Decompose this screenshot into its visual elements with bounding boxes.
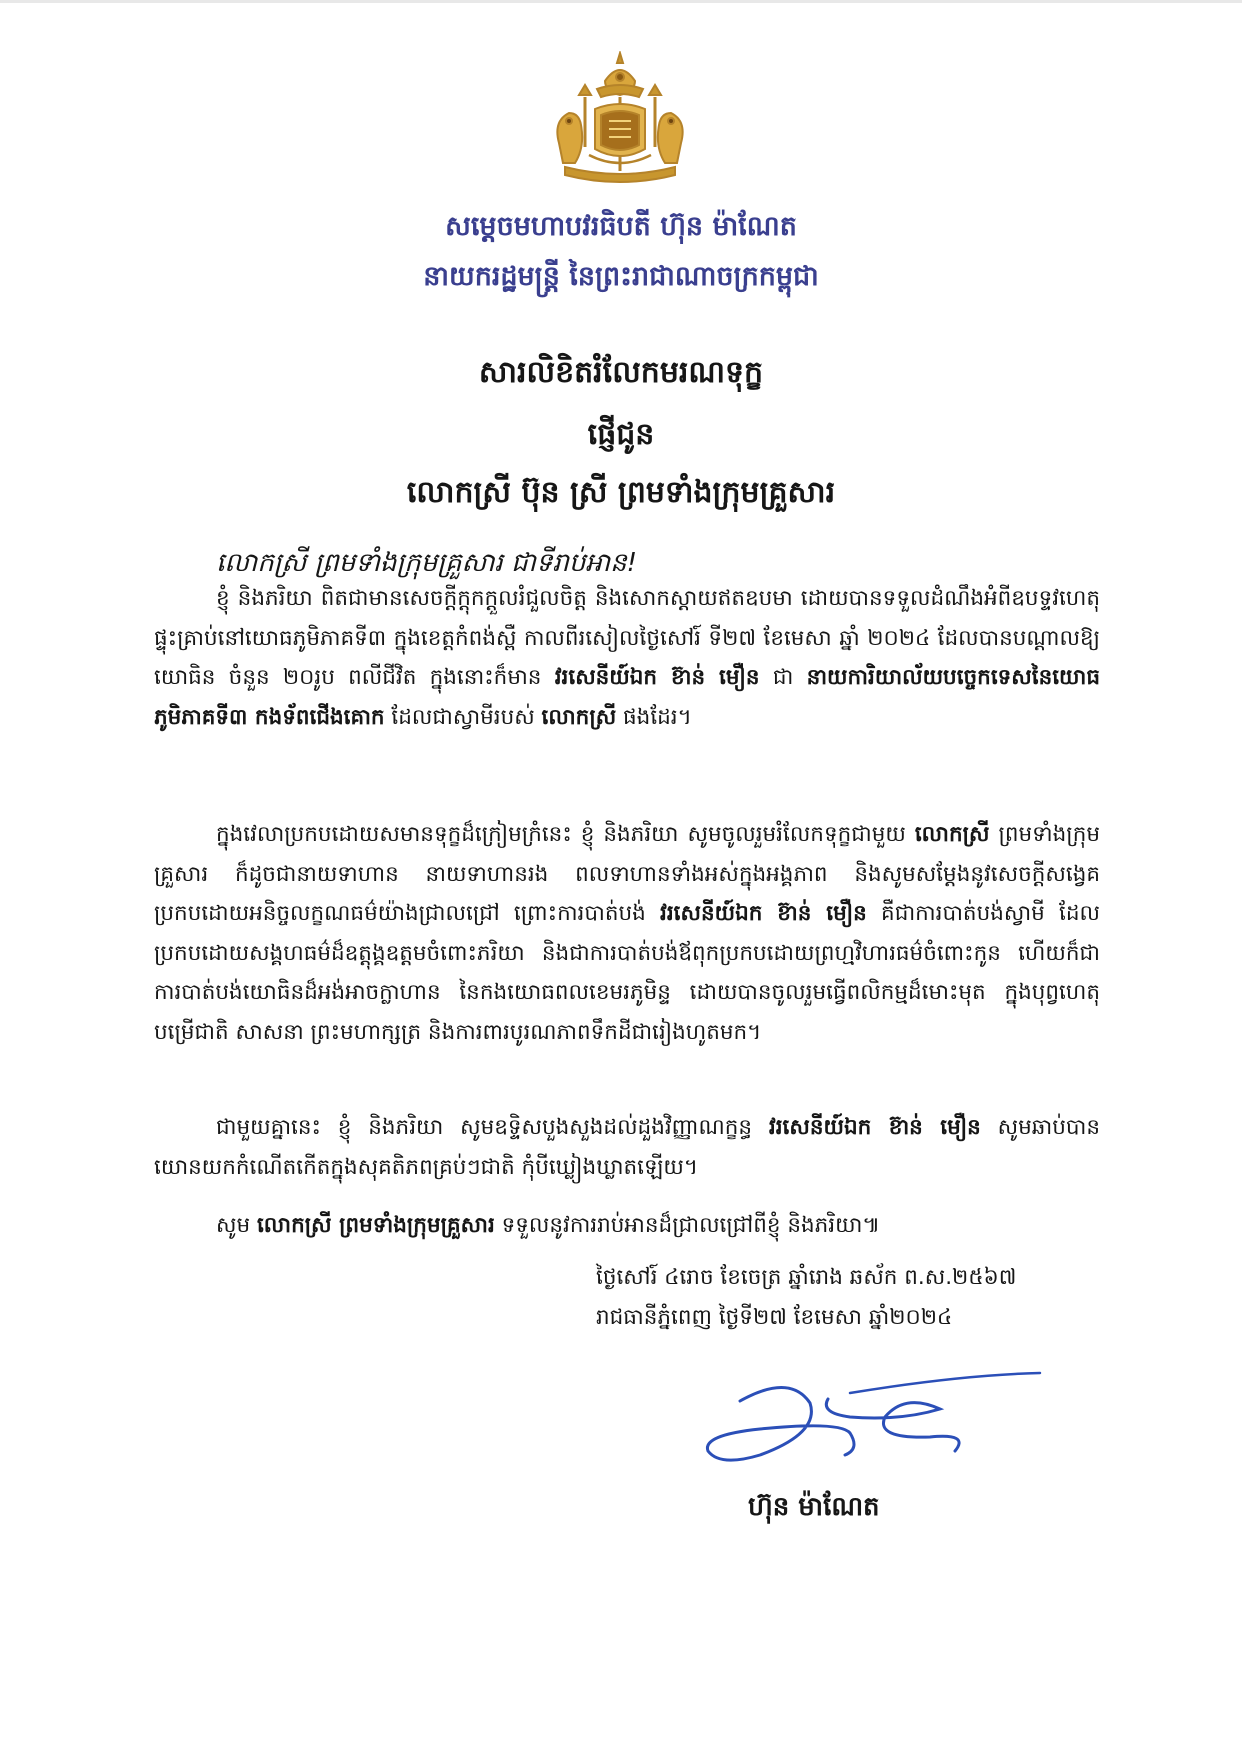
paragraph-4-bold-1: លោកស្រី ព្រមទាំងក្រុមគ្រួសារ	[256, 1213, 495, 1238]
paragraph-1-bold-1: វរសេនីយ៍ឯក ខ៊ាន់ មឿន	[554, 665, 760, 690]
date-block	[596, 1258, 1116, 1338]
header-name: សម្ដេចមហាបវរធិបតី ហ៊ុន ម៉ាណែត	[445, 211, 797, 242]
lunar-date: ថ្ងៃសៅរ៍ ៤រោច ខែចេត្រ ឆ្នាំរោង ឆស័ក ព.ស.២៥៦៧	[596, 1265, 1017, 1290]
paragraph-2	[154, 815, 1100, 1052]
sent-to-label: ផ្ញើជូន	[587, 417, 655, 452]
paragraph-2-text-1: ក្នុងវេលាប្រកបដោយសមានទុក្ខដ៏ក្រៀមក្រំនេះ ខ្ញុំ និងភរិយា សូមចូលរួមរំលែកទុក្ខជាមួយ	[216, 822, 915, 847]
paragraph-4-text-2: ទទួលនូវការរាប់អានដ៏ជ្រាលជ្រៅពីខ្ញុំ និងភរិយា៕	[494, 1213, 881, 1238]
paragraph-1-bold-3: លោកស្រី	[541, 704, 617, 730]
paragraph-3	[154, 1108, 1100, 1187]
handwritten-signature	[700, 1363, 1050, 1483]
paragraph-3-text-2: សូមឆាប់បានយោនយកកំណើតកើតក្នុងសុគតិភពគ្រប់ៗជាតិ កុំបីឃ្លៀងឃ្លាតឡើយ។	[154, 1115, 1100, 1180]
paragraph-3-bold-1: វរសេនីយ៍ឯក ខ៊ាន់ មឿន	[768, 1115, 981, 1140]
paragraph-4-text-1: សូម	[216, 1213, 257, 1238]
paragraph-2-text-2: ព្រមទាំងក្រុមគ្រួសារ ក៏ដូចជានាយទាហាន នាយទាហានរង ពលទាហានទាំងអស់ក្នុងអង្គភាព និងសូមសម្ដែងនូវសេចក្ដីសង្វេគប្រកបដោយអនិច្ចលក្ខណធម៌យ៉ាងជ្រាលជ្រៅ ព្រោះការបាត់បង់	[154, 822, 1100, 926]
royal-coat-of-arms-emblem	[545, 51, 695, 191]
paragraph-2-bold-1: លោកស្រី	[914, 822, 990, 847]
paragraph-1	[154, 579, 1100, 737]
paragraph-2-text-3: គឺជាការបាត់បង់ស្វាមី ដែលប្រកបដោយសង្គហធម៌ដ៏ឧត្តុង្គឧត្តមចំពោះភរិយា និងជាការបាត់បង់ឪពុកប្រកបដោយព្រហ្មវិហារធម៌ចំពោះកូន ហើយក៏ជាការបាត់បង់យោធិនដ៏អង់អាចក្លាហាន នៃកងយោធពលខេមរភូមិន្ទ ដោយបានចូលរួមធ្វើពលិកម្មដ៏មោះមុត ក្នុងបុព្វហេតុបម្រើជាតិ សាសនា ព្រះមហាក្សត្រ និងការពារបូរណភាពទឹកដីជារៀងហូតមក។	[154, 901, 1100, 1045]
paragraph-3-text-1: ជាមួយគ្នានេះ ខ្ញុំ និងភរិយា សូមឧទ្ទិសបួងសួងដល់ដួងវិញ្ញាណក្ខន្ធ	[216, 1115, 769, 1140]
solar-date: រាជធានីភ្នំពេញ ថ្ងៃទី២៧ ខែមេសា ឆ្នាំ២០២៤	[596, 1305, 953, 1330]
recipient-name: លោកស្រី ប៊ុន ស្រី ព្រមទាំងក្រុមគ្រួសារ	[406, 475, 836, 510]
salutation: លោកស្រី ព្រមទាំងក្រុមគ្រួសារ ជាទីរាប់អាន!	[216, 548, 638, 578]
header-title: នាយករដ្ឋមន្ត្រី នៃព្រះរាជាណាចក្រកម្ពុជា	[423, 261, 819, 292]
signer-name: ហ៊ុន ម៉ាណែត	[748, 1492, 880, 1522]
paragraph-1-bold-2: នាយការិយាល័យបច្ចេកទេសនៃយោធភូមិភាគទី៣ កងទ័ពជើងគោក	[154, 665, 1100, 730]
paragraph-2-bold-2: វរសេនីយ៍ឯក ខ៊ាន់ មឿន	[660, 901, 867, 926]
paragraph-1-text-2: ជា	[759, 665, 807, 690]
paragraph-4	[154, 1206, 1100, 1246]
letter-title: សារលិខិតរំលែកមរណទុក្ខ	[478, 355, 764, 390]
paragraph-1-text-3: ដែលជាស្វាមីរបស់	[384, 704, 542, 730]
paragraph-1-text-1: ខ្ញុំ និងភរិយា ពិតជាមានសេចក្ដីក្ដុកក្ដួលរំជួលចិត្ត និងសោកស្ដាយឥតឧបមា ដោយបានទទួលដំណឹងអំពីឧបទ្ទវហេតុផ្ទុះគ្រាប់នៅយោធភូមិភាគទី៣ ក្នុងខេត្តកំពង់ស្ពឺ កាលពីរសៀលថ្ងៃសៅរ៍ ទី២៧ ខែមេសា ឆ្នាំ ២០២៤ ដែលបានបណ្ដាលឱ្យយោធិន ចំនួន ២០រូប ពលីជីវិត ក្នុងនោះក៏មាន	[154, 586, 1100, 690]
paragraph-1-text-4: ផងដែរ។	[616, 704, 692, 730]
